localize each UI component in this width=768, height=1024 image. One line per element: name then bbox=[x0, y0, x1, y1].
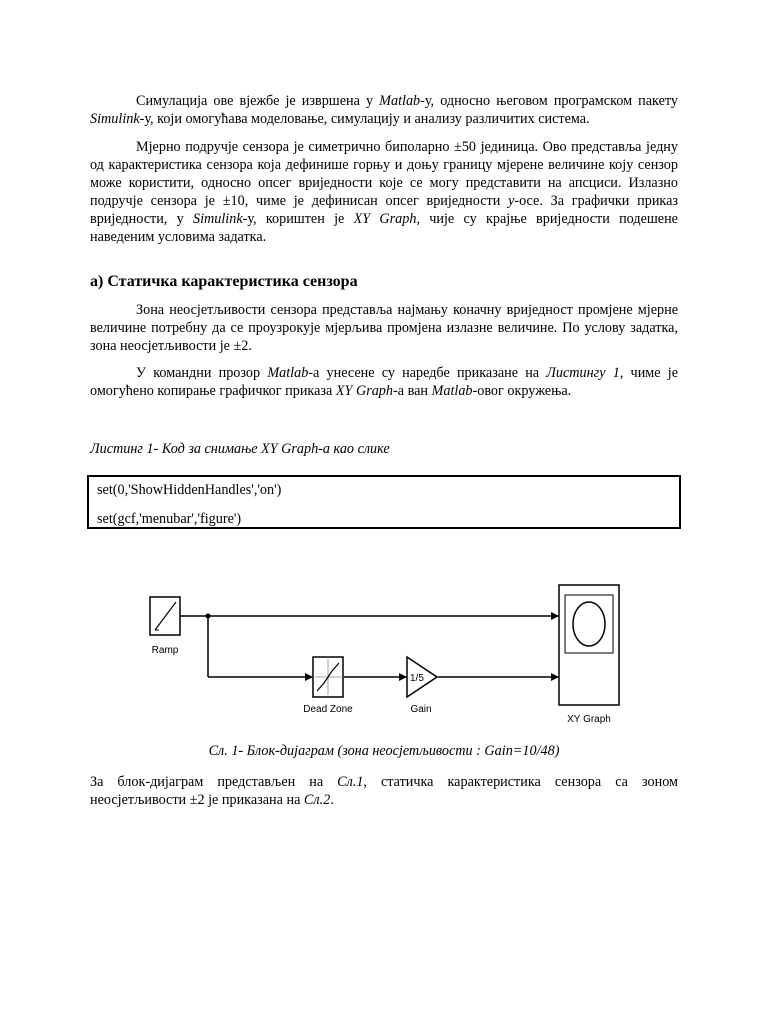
text: , статичка карактеристика сензора са зоном неосјетљивости ±2 је приказана на bbox=[90, 774, 678, 808]
gain-value: 1/5 bbox=[410, 673, 424, 684]
xy-graph-block bbox=[559, 585, 619, 725]
text-italic: Листингу 1 bbox=[546, 365, 620, 381]
paragraph-range bbox=[90, 138, 678, 246]
code-line: set(gcf,'menubar','figure') bbox=[97, 511, 242, 527]
text-italic: XY Graph bbox=[335, 383, 393, 399]
gain-block bbox=[407, 657, 437, 715]
text-italic: Simulink bbox=[90, 111, 140, 127]
text: Мјерно подручје сензора је симетрично биполарно ±50 јединица. Ово представља једну од карактеристика сензора која дефинише горњу и доњу границу мјерене величине коју сензор може користити, односно опсег вриједности које се могу представити на апсциси. Излазно подручје сензора је ±10, чиме је дефинисан опсег вриједности bbox=[90, 139, 678, 209]
section-heading: а) Статичка карактеристика сензора bbox=[90, 273, 358, 290]
text-italic: Сл.1 bbox=[337, 774, 364, 790]
text-italic: Matlab bbox=[267, 365, 309, 381]
ramp-block bbox=[150, 597, 180, 656]
text: За блок-дијаграм представљен на bbox=[90, 774, 338, 790]
paragraph-deadzone: Зона неосјетљивости сензора представља најмању коначну вриједност промјене мјерне величине потребну да се проузрокује мјерљива промјена излазне величине. По услову задатка, зона неосјетљивости је ±2. bbox=[90, 302, 678, 354]
code-listing bbox=[87, 475, 681, 529]
paragraph-commands bbox=[90, 364, 678, 400]
text-italic: Simulink bbox=[192, 211, 243, 227]
text: -у, који омогућава моделовање, симулацију и анализу различитих система. bbox=[139, 111, 590, 127]
text: У командни прозор bbox=[136, 365, 268, 381]
text-italic: Matlab bbox=[431, 383, 473, 399]
text: -у, односно његовом програмском пакету bbox=[420, 93, 678, 109]
text-italic: y bbox=[508, 193, 515, 209]
dead-zone-label: Dead Zone bbox=[303, 704, 353, 715]
text: , чије су крајње вриједности подешене наведеним условима задатка. bbox=[90, 211, 678, 245]
paragraph-intro bbox=[90, 92, 678, 128]
block-diagram bbox=[146, 583, 626, 731]
paragraph-closing bbox=[90, 773, 678, 809]
code-line: set(0,'ShowHiddenHandles','on') bbox=[97, 482, 282, 498]
listing-caption: Листинг 1- Код за снимање XY Graph-а као слике bbox=[90, 441, 390, 457]
text-italic: XY Graph bbox=[353, 211, 417, 227]
closing-paragraph-container bbox=[90, 773, 678, 809]
figure-caption: Сл. 1- Блок-дијаграм (зона неосјетљивости : Gain=10/48) bbox=[208, 743, 560, 759]
text: -а унесене су наредбе приказане на bbox=[308, 365, 547, 381]
dead-zone-block bbox=[303, 657, 353, 715]
text: . bbox=[330, 792, 334, 808]
text: Симулација ове вјежбе је извршена у bbox=[136, 93, 380, 109]
text: -овог окружења. bbox=[472, 383, 572, 399]
text: -осе. За графички приказ вриједности, у bbox=[90, 193, 678, 227]
text-italic: Сл.2 bbox=[303, 792, 331, 808]
text: -а ван bbox=[393, 383, 432, 399]
xy-graph-label: XY Graph bbox=[567, 714, 611, 725]
ramp-label: Ramp bbox=[151, 645, 179, 656]
text: -у, кориштен је bbox=[242, 211, 354, 227]
text: , чиме је омогућено копирање графичког приказа bbox=[90, 365, 679, 399]
text-italic: Matlab bbox=[379, 93, 421, 109]
gain-label: Gain bbox=[410, 704, 432, 715]
document-body bbox=[90, 92, 678, 529]
